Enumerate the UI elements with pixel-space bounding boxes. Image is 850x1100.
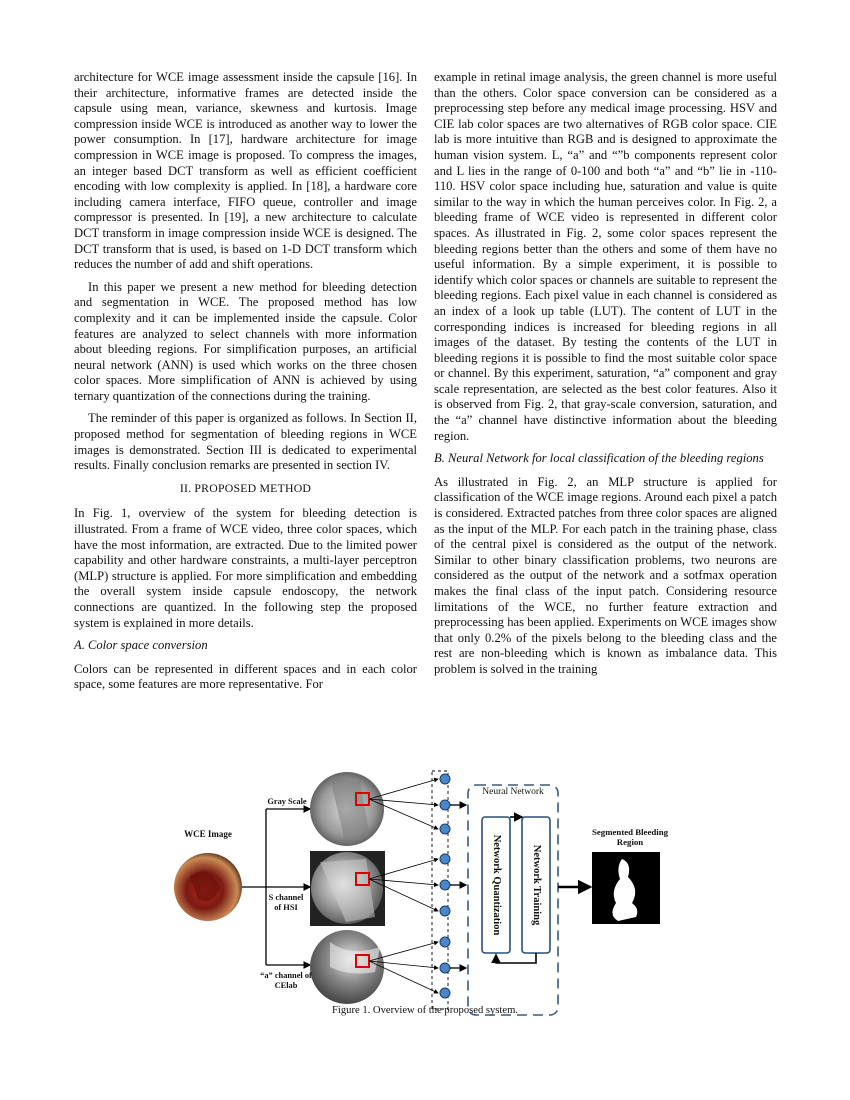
wce-image-label: WCE Image	[184, 829, 232, 839]
paragraph: In Fig. 1, overview of the system for bleeding detection is illustrated. From a frame of WCE video, three color spaces, which have the most information, are extracted. Due to the limited power capability and other hardware constraints, a multi-layer perceptron (MLP) structure is applied. For more simplification and embedding the overall system inside capsule endoscopy, the network connections are quantized. In the following step the proposed system is explained in more details.	[74, 506, 417, 630]
subsection-heading: B. Neural Network for local classification of the bleeding regions	[434, 451, 764, 466]
paragraph: Colors can be represented in different spaces and in each color space, some features are more representative. For	[74, 661, 417, 692]
neural-network-label: Neural Network	[482, 787, 544, 797]
gray-scale-label: Gray Scale	[267, 797, 307, 806]
input-neurons	[440, 774, 450, 998]
segmented-image	[592, 852, 660, 924]
s-channel-image	[310, 851, 385, 926]
figure-diagram	[170, 767, 690, 1029]
paragraph: In this paper we present a new method for bleeding detection and segmentation in WCE. The proposed method has low complexity and it can be implemented inside the capsule. Color features are analyzed to select channels with more information about bleeding regions. For simplification purposes, an artificial neural network (ANN) is used which works on the three chosen color spaces. More simplification of ANN is achieved by using ternary quantization of the connections during the training.	[74, 279, 417, 403]
figure-caption: Figure 1. Overview of the proposed system.	[332, 1005, 518, 1016]
a-channel-label: “a” channel of CElab	[260, 971, 312, 990]
gray-scale-image	[310, 772, 385, 847]
left-column	[74, 70, 417, 700]
subsection-heading: A. Color space conversion	[74, 638, 208, 653]
s-channel-label: S channel of HSI	[268, 893, 304, 912]
segmented-bleeding-label: Segmented Bleeding Region	[592, 827, 668, 847]
paragraph: example in retinal image analysis, the green channel is more useful than the others. Color space conversion can be considered as a preprocessing step before any medical image processing. HSV and CIE lab color spaces are two alternatives of RGB color space. CIE lab is more intuitive than RGB and is designed to approximate the human vision system. L, “a” and “”b components represent color and L lies in the range of 0-100 and both “a” and “b” lie in -110-110. HSV color space including hue, saturation and value is quite similar to the way in which the human perceives color. In Fig. 2, a bleeding frame of WCE video is represented in different color spaces. As illustrated in Fig. 2, some color spaces represent the bleeding regions better than the others and some of them have no useful information. By a simple experiment, it is possible to identify which color spaces or channels are suitable to represent the bleeding regions. Each pixel value in each channel is considered as an index of a look up table (LUT). The content of LUT in the corresponding indices is increased for bleeding regions in all images of the dataset. By testing the contents of the LUT in bleeding regions it is possible to find the most suitable color space or channel. By this experiment, saturation, “a” component and gray scale representation, are selected as the best color features. Also it is observed from Fig. 2, that gray-scale conversion, saturation, and the “a” channel have distinctive information about the bleeding region.	[434, 70, 777, 443]
network-quantization-label: Network Quantization	[491, 834, 502, 936]
right-column	[434, 70, 777, 685]
paragraph: The reminder of this paper is organized as follows. In Section II, proposed method for segmentation of bleeding regions in WCE images is demonstrated. Section III is dedicated to experimental results. Finally conclusion remarks are presented in section IV.	[74, 411, 417, 473]
paragraph: As illustrated in Fig. 2, an MLP structure is applied for classification of the WCE image regions. Around each pixel a patch is considered. Extracted patches from three color spaces are aligned as the input of the MLP. For each patch in the training phase, class of the central pixel is considered as the output of the network. Similar to other binary classification problems, two neurons are considered as the output of the network and a sotfmax operation makes the final class of the input patch. Considering resource limitations of the WCE, no further feature extraction and preprocessing has been applied. Experiments on WCE images show that only 0.2% of the pixels belong to the bleeding class and the rest are non-bleeding which is known as imbalance data. This problem is solved in the training	[434, 474, 777, 676]
wce-image	[174, 853, 242, 921]
nn-input-arrows	[450, 805, 466, 968]
paragraph: architecture for WCE image assessment inside the capsule [16]. In their architecture, informative frames are detected inside the capsule using mean, variance, skewness and kurtosis. Image compression inside WCE is introduced as another way to lower the power consumption. In [17], hardware architecture for image compression in WCE image is proposed. To compress the images, an integer based DCT transform as well as efficient coefficient encoding with low complexity is applied. In [18], a hardware core including camera interface, FIFO queue, controller and image compressor is presented. In [19], a new architecture to calculate DCT transform in image compression inside WCE is designed. The DCT transform that is used, is based on 1-D DCT transform which reduces the number of add and shift operations.	[74, 70, 417, 272]
network-training-label: Network Training	[531, 844, 542, 926]
wce-connectors	[242, 809, 310, 965]
section-heading: II. PROPOSED METHOD	[179, 480, 312, 495]
a-channel-image	[310, 930, 385, 1005]
training-loop	[496, 817, 536, 963]
figure-1	[170, 767, 690, 1029]
